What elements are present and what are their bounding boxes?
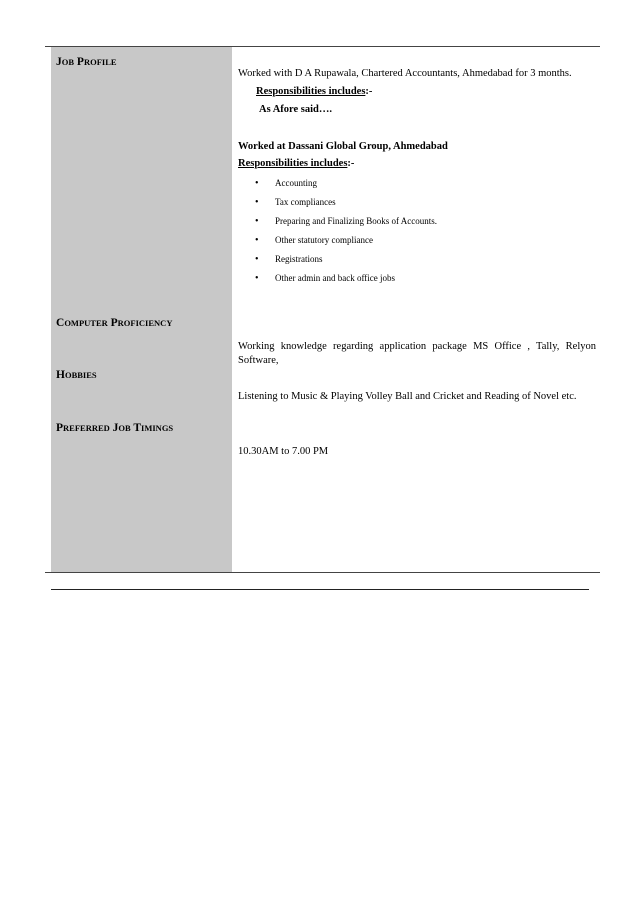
bullet-icon: • [255, 216, 259, 227]
bullet-icon: • [255, 235, 259, 246]
section-sidebar [51, 47, 232, 572]
bottom-rule [45, 572, 600, 573]
job2-resp-suffix: :- [347, 158, 355, 169]
bullet-text: Tax compliances [275, 197, 336, 207]
label-hobbies: HOBBIES [56, 369, 97, 381]
bullet-text: Preparing and Finalizing Books of Accounts. [275, 216, 437, 226]
job2-title: Worked at Dassani Global Group, Ahmedabad [238, 141, 448, 152]
bullet-text: Accounting [275, 178, 317, 188]
job1-as-afore: As Afore said…. [259, 104, 333, 115]
bullet-text: Other statutory compliance [275, 235, 373, 245]
bullet-icon: • [255, 178, 259, 189]
job1-resp-suffix: :- [365, 86, 373, 97]
label-preferred-job-timings: PREFERRED JOB TIMINGS [56, 422, 174, 434]
label-job-profile: JOB PROFILE [56, 56, 117, 68]
label-computer-proficiency: COMPUTER PROFICIENCY [56, 317, 173, 329]
bottom-rule-thick [51, 589, 589, 590]
job1-responsibilities [256, 85, 614, 99]
job2-bullet-list [255, 174, 437, 288]
list-item [255, 193, 437, 212]
list-item [255, 212, 437, 231]
job2-responsibilities [238, 157, 596, 171]
list-item [255, 269, 437, 288]
timings-text: 10.30AM to 7.00 PM [238, 446, 329, 457]
computer-proficiency-text: Working knowledge regarding application package MS Office , Tally, Relyon Software, [238, 341, 596, 366]
bullet-icon: • [255, 197, 259, 208]
hobbies-text: Listening to Music & Playing Volley Ball and Cricket and Reading of Novel etc. [238, 391, 577, 402]
job1-resp-label: Responsibilities includes [256, 86, 366, 97]
job2-resp-label: Responsibilities includes [238, 158, 348, 169]
bullet-icon: • [255, 273, 259, 284]
bullet-text: Other admin and back office jobs [275, 273, 396, 283]
list-item [255, 231, 437, 250]
job1-line: Worked with D A Rupawala, Chartered Accountants, Ahmedabad for 3 months. [238, 68, 572, 79]
list-item [255, 250, 437, 269]
list-item [255, 174, 437, 193]
bullet-icon: • [255, 254, 259, 265]
bullet-text: Registrations [275, 254, 323, 264]
